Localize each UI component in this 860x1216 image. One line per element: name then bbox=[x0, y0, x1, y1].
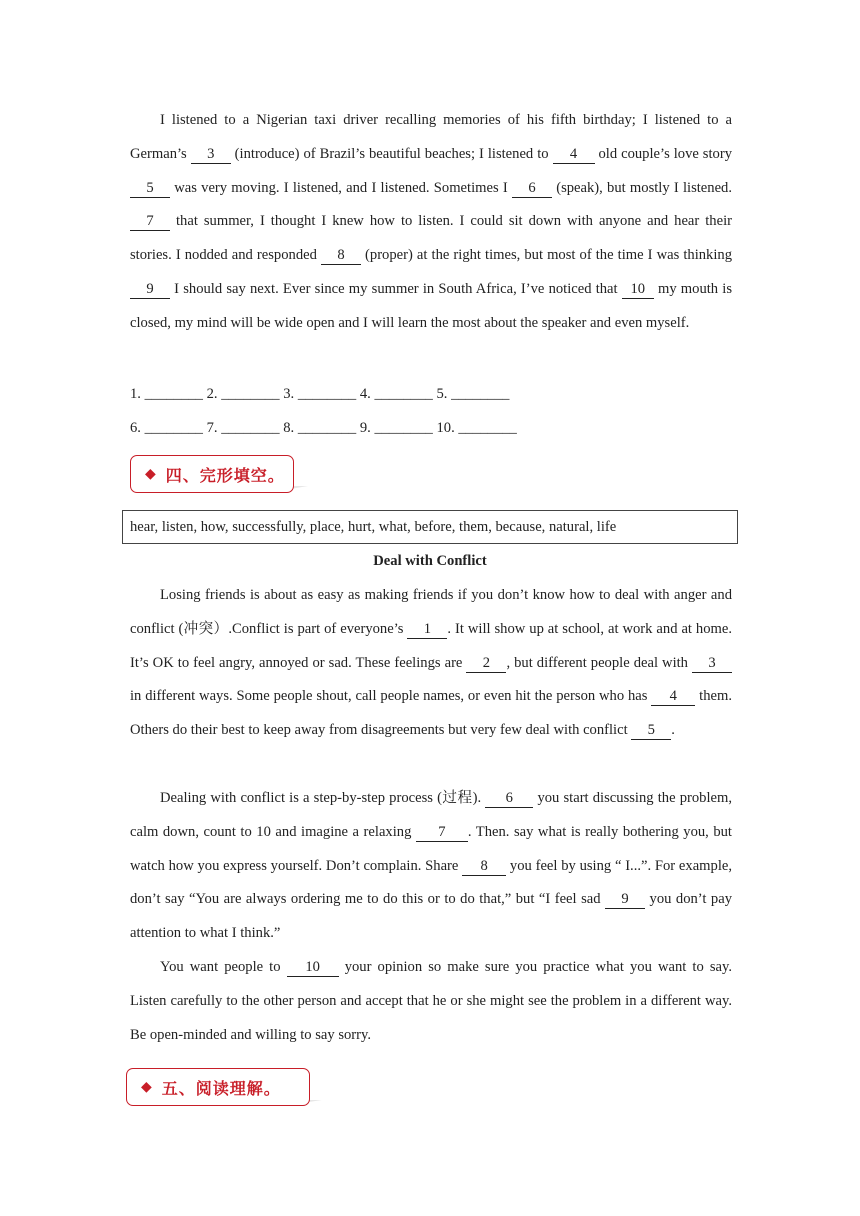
blank-10: 10 bbox=[622, 281, 654, 299]
passage-text: Dealing with conflict is a step-by-step process (过程). bbox=[160, 790, 486, 806]
section-title: 四、完形填空。 bbox=[165, 465, 285, 485]
blank-8: 8 bbox=[321, 247, 361, 265]
blank-6: 6 bbox=[512, 180, 552, 198]
blank-6: 6 bbox=[485, 790, 533, 808]
passage-text: in different ways. Some people shout, call people names, or even hit the person who has bbox=[130, 688, 652, 705]
passage-text: . bbox=[671, 722, 675, 739]
passage-paragraph-2 bbox=[130, 782, 732, 951]
passage-text: (speak), but mostly I listened. bbox=[551, 179, 733, 196]
passage-text: you start discussing the problem, calm down, count to 10 and imagine a relaxing bbox=[130, 790, 732, 840]
blank-3: 3 bbox=[191, 146, 231, 164]
passage-listening bbox=[130, 104, 732, 341]
passage-text: your opinion so make sure you practice what you want to say. Listen carefully to the other person and accept that he or she might see the problem in a different way. Be open-minded and willing to say sorry. bbox=[130, 959, 732, 1043]
blank-7: 7 bbox=[416, 824, 468, 842]
blank-1: 1 bbox=[407, 621, 447, 639]
blank-3: 3 bbox=[692, 655, 732, 673]
passage-text: you feel by using “ I...”. For example, don’t say “You are always ordering me to do this or to do that,” but “I feel sad bbox=[130, 857, 732, 908]
passage-text: You want people to bbox=[160, 959, 287, 975]
passage-text: you don’t pay attention to what I think.” bbox=[130, 891, 733, 942]
section-title: 五、阅读理解。 bbox=[161, 1078, 281, 1098]
passage-text: I listened to a Nigerian taxi driver recalling memories of his fifth birthday; I listened to a German’s bbox=[130, 112, 732, 162]
blank-9: 9 bbox=[130, 281, 170, 299]
blank-4: 4 bbox=[651, 688, 695, 706]
blank-2: 2 bbox=[466, 655, 506, 673]
blank-8: 8 bbox=[462, 858, 506, 876]
blank-9: 9 bbox=[605, 891, 645, 909]
passage-text: (proper) at the right times, but most of the time I was thinking bbox=[360, 247, 732, 264]
diamond-icon: ◆ bbox=[145, 466, 156, 482]
section-heading-cloze bbox=[130, 455, 294, 493]
passage-paragraph-1 bbox=[130, 579, 732, 748]
passage-text: (introduce) of Brazil’s beautiful beaches; I listened to bbox=[230, 145, 553, 162]
passage-text: was very moving. I listened, and I listened. Sometimes I bbox=[170, 179, 512, 196]
passage-text: old couple’s love story bbox=[594, 145, 732, 162]
blank-4: 4 bbox=[553, 146, 595, 164]
blank-7: 7 bbox=[130, 213, 170, 231]
word-bank-box: hear, listen, how, successfully, place, hurt, what, before, them, because, natural, life bbox=[122, 510, 738, 544]
passage-title: Deal with Conflict bbox=[373, 553, 487, 569]
passage-text: them. Others do their best to keep away from disagreements but very few deal with conflict bbox=[130, 688, 732, 739]
answer-line-1: 1. ________ 2. ________ 3. ________ 4. ________ 5. ________ bbox=[130, 386, 510, 402]
blank-5: 5 bbox=[631, 722, 671, 740]
passage-text: . It will show up at school, at work and at home. It’s OK to feel angry, annoyed or sad. These feelings are bbox=[130, 620, 732, 671]
passage-text: . Then. say what is really bothering you, but watch how you express yourself. Don’t complain. Share bbox=[130, 823, 732, 874]
section-heading-reading bbox=[126, 1068, 310, 1106]
passage-paragraph-3 bbox=[130, 951, 732, 1052]
passage-text: that summer, I thought I knew how to listen. I could sit down with anyone and hear their stories. I nodded and responded bbox=[130, 213, 732, 264]
diamond-icon: ◆ bbox=[141, 1079, 152, 1095]
passage-text: I should say next. Ever since my summer in South Africa, I’ve noticed that bbox=[170, 280, 622, 297]
blank-10: 10 bbox=[287, 959, 339, 977]
passage-text: my mouth is closed, my mind will be wide open and I will learn the most about the speaker and even myself. bbox=[130, 280, 733, 331]
passage-text: Losing friends is about as easy as making friends if you don’t know how to deal with anger and conflict (冲突）.Conflict is part of everyone’s bbox=[130, 587, 732, 637]
answer-line-2: 6. ________ 7. ________ 8. ________ 9. ________ 10. ________ bbox=[130, 420, 517, 436]
passage-text: , but different people deal with bbox=[506, 654, 692, 671]
blank-5: 5 bbox=[130, 180, 170, 198]
